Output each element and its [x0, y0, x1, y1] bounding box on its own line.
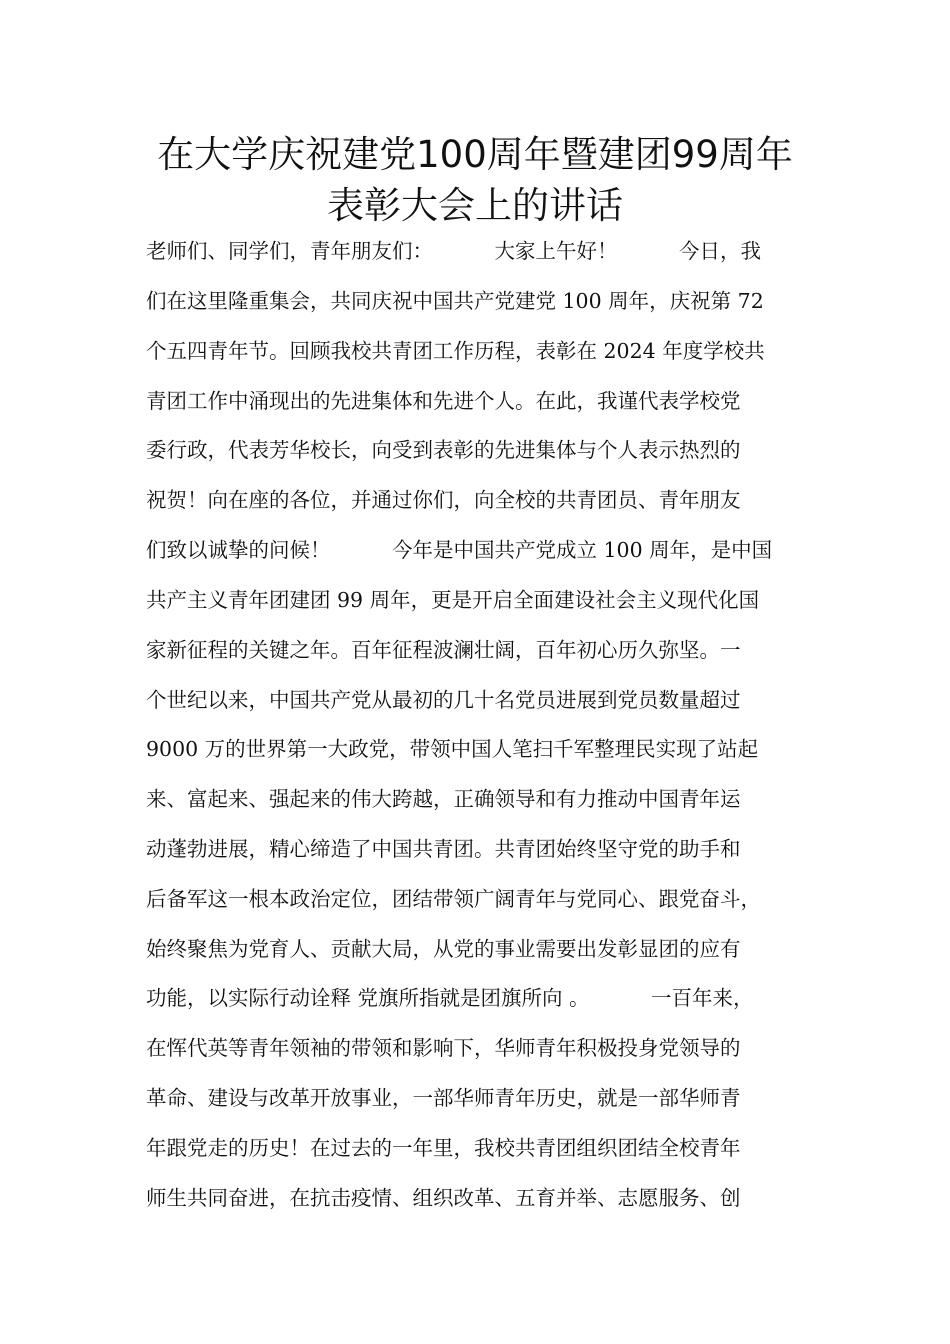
body-line: 功能，以实际行动诠释 党旗所指就是团旗所向 。 一百年来，: [146, 986, 754, 1010]
body-line: 共产主义青年团建团 99 周年，更是开启全面建设社会主义现代化国: [146, 588, 760, 612]
body-line: 老师们、同学们，青年朋友们： 大家上午好！ 今日，我: [146, 239, 761, 263]
body-line: 们在这里隆重集会，共同庆祝中国共产党建党 100 周年，庆祝第 72: [146, 289, 764, 313]
body-line: 9000 万的世界第一大政党，带领中国人笔扫千军整理民实现了站起: [146, 737, 759, 761]
body-line: 个世纪以来，中国共产党从最初的几十名党员进展到党员数量超过: [146, 688, 741, 712]
body-line: 在恽代英等青年领袖的带领和影响下，华师青年积极投身党领导的: [146, 1036, 741, 1060]
body-line: 们致以诚挚的问候！ 今年是中国共产党成立 100 周年，是中国: [146, 538, 773, 562]
body-line: 始终聚焦为党育人、贡献大局，从党的事业需要出发彰显团的应有: [146, 937, 741, 961]
body-line: 革命、建设与改革开放事业，一部华师青年历史，就是一部华师青: [146, 1086, 741, 1110]
body-line: 后备军这一根本政治定位，团结带领广阔青年与党同心、跟党奋斗，: [146, 887, 761, 911]
body-line: 师生共同奋进，在抗击疫情、组织改革、五育并举、志愿服务、创: [146, 1186, 741, 1210]
body-line: 个五四青年节。回顾我校共青团工作历程，表彰在 2024 年度学校共: [146, 339, 765, 363]
body-line: 委行政，代表芳华校长，向受到表彰的先进集体与个人表示热烈的: [146, 438, 741, 462]
body-line: 祝贺！向在座的各位，并通过你们，向全校的共青团员、青年朋友: [146, 488, 741, 512]
body-line: 家新征程的关键之年。百年征程波澜壮阔，百年初心历久弥坚。一: [146, 638, 741, 662]
document-title-line-2: 表彰大会上的讲话: [327, 184, 623, 227]
document-title-line-1: 在大学庆祝建党100周年暨建团99周年: [157, 133, 793, 176]
body-line: 来、富起来、强起来的伟大跨越，正确领导和有力推动中国青年运: [146, 787, 741, 811]
body-line: 年跟党走的历史！在过去的一年里，我校共青团组织团结全校青年: [146, 1136, 741, 1160]
body-line: 动蓬勃进展，精心缔造了中国共青团。共青团始终坚守党的助手和: [146, 837, 741, 861]
body-line: 青团工作中涌现出的先进集体和先进个人。在此，我谨代表学校党: [146, 389, 741, 413]
